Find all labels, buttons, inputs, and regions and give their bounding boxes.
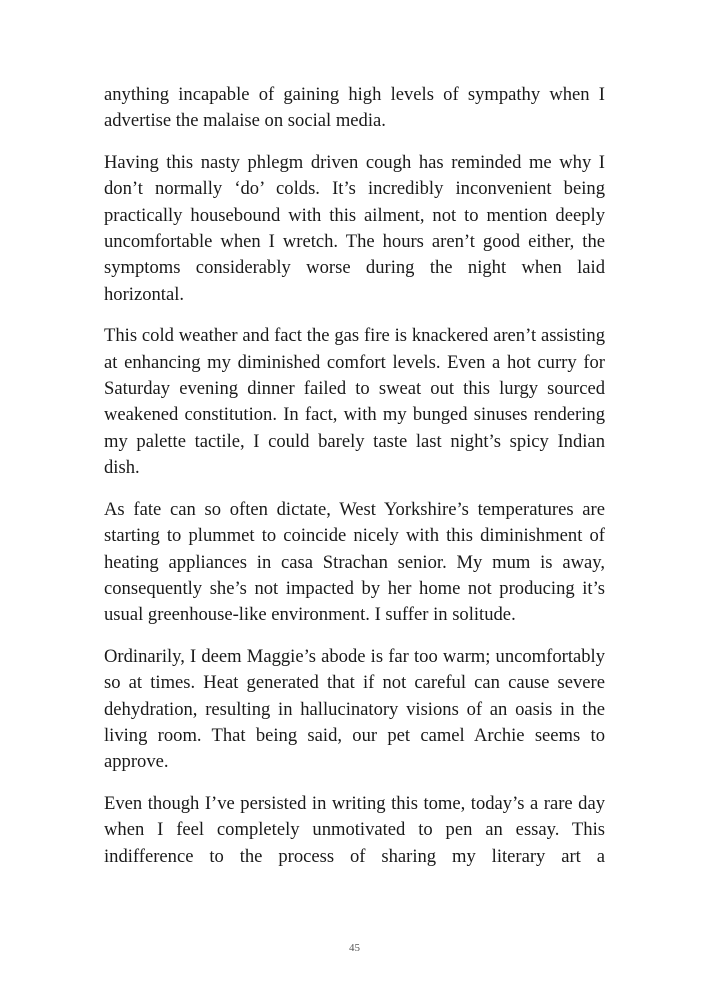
paragraph-1: anything incapable of gaining high levels of sympathy when I advertise the malaise on social media. — [104, 84, 605, 132]
paragraph-2: Having this nasty phlegm driven cough has reminded me why I don’t normally ‘do’ colds. It’s incredibly inconvenient being practically housebound with this ailment, not to mention deeply uncomfortable when I wretch. The hours aren’t good either, the symptoms considerably worse during the night when laid horizontal. — [104, 151, 605, 305]
page-number: 45 — [349, 942, 360, 954]
paragraph-6: Even though I’ve persisted in writing this tome, today’s a rare day when I feel completely unmotivated to pen an essay. This indifference to the process of sharing my literary art a — [104, 792, 605, 867]
paragraph-4: As fate can so often dictate, West Yorkshire’s temperatures are starting to plummet to coincide nicely with this diminishment of heating appliances in casa Strachan senior. My mum is away, consequently she’s not impacted by her home not producing it’s usual greenhouse-like environment. I suffer in solitude. — [104, 498, 605, 626]
body-text — [104, 82, 605, 885]
paragraph-3: This cold weather and fact the gas fire is knackered aren’t assisting at enhancing my diminished comfort levels. Even a hot curry for Saturday evening dinner failed to sweat out this lurgy sourced weakened constitution. In fact, with my bunged sinuses rendering my palette tactile, I could barely taste last night’s spicy Indian dish. — [104, 325, 605, 479]
paragraph-5: Ordinarily, I deem Maggie’s abode is far too warm; uncomfortably so at times. Heat generated that if not careful can cause severe dehydration, resulting in hallucinatory visions of an oasis in the living room. That being said, our pet camel Archie seems to approve. — [104, 645, 605, 773]
